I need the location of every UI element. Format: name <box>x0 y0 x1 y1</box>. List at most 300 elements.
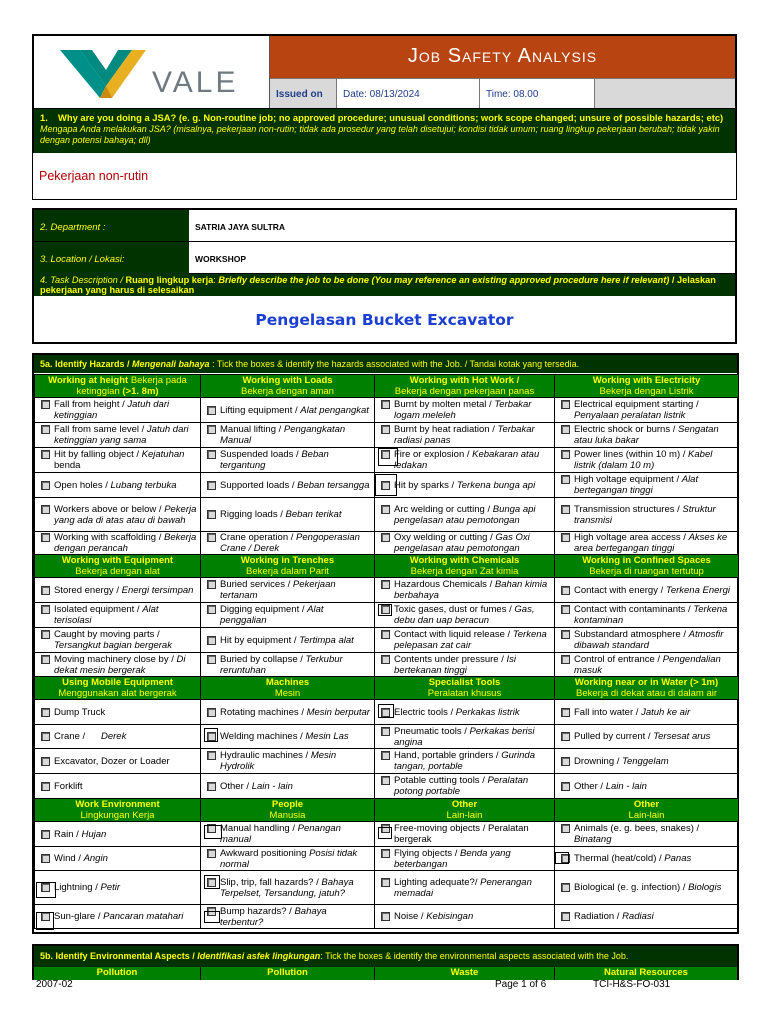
hazard-item <box>35 532 201 555</box>
hazard-item <box>35 749 201 774</box>
hazard-label-id: Terkena pelepasan zat cair <box>394 629 547 651</box>
hazard-label-en: Moving machinery close by / <box>54 653 177 665</box>
hazard-label-id: Beban tergantung <box>220 449 329 471</box>
hazard-checkbox[interactable] <box>207 782 216 791</box>
hazard-row <box>35 822 739 847</box>
hazard-category-title: Working with Equipment <box>61 555 174 566</box>
hazard-label-en: Hit by sparks / <box>394 479 457 491</box>
hazard-label-en: High voltage area access / <box>574 532 689 543</box>
hazard-item <box>555 700 739 725</box>
hazard-label-id: Bahaya terbentur? <box>220 905 327 928</box>
hazard-label <box>220 480 369 491</box>
hazard-label-en: Drowning / <box>574 755 623 767</box>
hazard-item <box>555 749 739 774</box>
hazard-checkbox[interactable] <box>561 732 570 741</box>
hazard-label <box>394 399 552 421</box>
hazard-label-en: Electrical equipment starting / <box>574 399 702 410</box>
hazard-label <box>394 449 552 471</box>
hazard-item <box>201 578 375 603</box>
hazard-checkbox[interactable] <box>207 636 216 645</box>
hazard-label-en: Fall into water / <box>574 706 642 718</box>
hazard-label-id: Benda yang beterbangan <box>394 847 511 870</box>
hazard-item <box>375 905 555 929</box>
issued-label: Issued on <box>270 78 336 108</box>
hazard-label <box>54 781 83 792</box>
department-field[interactable]: SATRIA JAYA SULTRA <box>189 210 735 242</box>
hazard-row <box>35 847 739 871</box>
hazard-checkbox[interactable] <box>381 481 390 490</box>
hazard-item <box>35 774 201 799</box>
hazard-checkbox[interactable] <box>207 450 216 459</box>
hazard-item <box>375 653 555 677</box>
hazard-label-id: Terkubur reruntuhan <box>220 653 343 676</box>
hazard-checkbox[interactable] <box>381 533 390 542</box>
hazard-item <box>375 423 555 448</box>
hazard-label-en: Stored energy / <box>54 584 122 596</box>
hazard-label-en: Other / <box>220 780 252 792</box>
jsa-header <box>32 34 737 153</box>
hazard-checkbox[interactable] <box>561 708 570 717</box>
hazard-label-id: Peralatan potong portable <box>394 775 529 797</box>
hazard-checkbox[interactable] <box>207 425 216 434</box>
hazard-label <box>574 707 690 718</box>
hazard-checkbox[interactable] <box>41 883 50 892</box>
hazard-checkbox[interactable] <box>561 630 570 639</box>
hazard-checkbox[interactable] <box>381 849 390 858</box>
hazard-label <box>394 877 552 899</box>
hazard-label-en: Noise / <box>394 911 427 922</box>
hazard-checkbox[interactable] <box>41 586 50 595</box>
hazard-label-id: Penerangan memadai <box>394 876 532 899</box>
hazard-label-en: Thermal (heat/cold) / <box>574 853 665 864</box>
hazard-label-id: Kebakaran atau ledakan <box>394 449 540 471</box>
hazard-checkbox[interactable] <box>561 400 570 409</box>
hazard-item <box>35 653 201 677</box>
hazard-checkbox[interactable] <box>381 824 390 833</box>
hazard-row <box>35 725 739 749</box>
hazard-checkbox[interactable] <box>381 708 390 717</box>
hazard-label <box>54 911 183 922</box>
hazard-label <box>220 731 349 742</box>
hazard-checkbox[interactable] <box>561 605 570 614</box>
hazard-checkbox[interactable] <box>381 400 390 409</box>
hazard-label-en: Other / <box>574 780 606 792</box>
page-title: Job Safety Analysis <box>270 36 735 78</box>
hazard-category-header <box>35 799 201 822</box>
hazard-label-id: Energi tersimpan <box>121 584 194 596</box>
hazard-category-title: Work Environment <box>75 799 160 810</box>
hazard-label-id: Alat bertegangan tinggi <box>574 474 699 496</box>
hazard-label-en: Transmission structures / <box>574 503 683 515</box>
hazard-label-id: Penyalaan peralatan listrik <box>574 410 686 421</box>
hazard-label <box>54 585 193 596</box>
hazard-category-subtitle: Bekerja dalam Parit <box>246 566 329 577</box>
hazard-label-en: Welding machines / <box>220 731 306 742</box>
env-col-pollution-2: Pollution <box>200 967 374 980</box>
hazard-label-en: Hand, portable grinders / <box>394 750 502 761</box>
hazard-item <box>375 603 555 628</box>
hazard-item <box>375 847 555 871</box>
hazard-checkbox[interactable] <box>561 475 570 484</box>
hazard-category-subtitle: Lingkungan Kerja <box>80 810 155 821</box>
footer-revision: 2007-02 <box>36 979 73 990</box>
question-1-translation: Mengapa Anda melakukan JSA? (misalnya, pekerjaan non-rutin; tidak ada prosedur yang telah disetujui; kondisi tidak umum; ruang lingkup pekerjaan berubah; tidak yakin dengan potensi bahaya; dll) <box>40 124 720 145</box>
hazard-checkbox[interactable] <box>561 883 570 892</box>
hazard-checkbox[interactable] <box>41 854 50 863</box>
hazard-checkbox[interactable] <box>41 708 50 717</box>
hazard-label-en: Rigging loads / <box>220 509 286 520</box>
hazard-checkbox[interactable] <box>41 757 50 766</box>
hazard-checkbox[interactable] <box>41 782 50 791</box>
hazard-label-id: Tersangkut bagian bergerak <box>54 640 172 651</box>
hazard-label <box>574 474 736 496</box>
hazard-checkbox[interactable] <box>381 580 390 589</box>
hazard-checkbox[interactable] <box>381 776 390 785</box>
hazard-category-header <box>35 555 201 578</box>
hazard-checkbox[interactable] <box>561 757 570 766</box>
hazard-label-en: Buried services / <box>220 579 293 590</box>
hazard-category-header <box>375 375 555 398</box>
hazard-item <box>375 628 555 653</box>
hazard-checkbox[interactable] <box>561 450 570 459</box>
hazard-label <box>220 707 370 718</box>
hazard-category-subtitle: Menggunakan alat bergerak <box>58 688 177 699</box>
hazard-label-en: Animals (e. g. bees, snakes) / <box>574 823 702 834</box>
hazard-label-id: Alat terisolasi <box>54 604 159 626</box>
hazard-category-title: Working near or in Water (> 1m) <box>574 677 719 688</box>
hazard-row <box>35 700 739 725</box>
hazard-row <box>35 398 739 423</box>
hazard-label <box>394 629 552 651</box>
hazard-checkbox[interactable] <box>41 912 50 921</box>
hazard-checkbox[interactable] <box>381 425 390 434</box>
hazard-label-id: Terbakar logam meleleh <box>394 399 532 421</box>
hazard-item <box>201 774 375 799</box>
hazard-checkbox[interactable] <box>381 505 390 514</box>
hazard-label-en: Manual lifting / <box>220 424 284 435</box>
hazard-row <box>35 498 739 532</box>
hazard-item <box>555 578 739 603</box>
hazard-label-en: Contact with energy / <box>574 584 666 596</box>
hazard-label <box>54 853 108 864</box>
hazard-item <box>555 448 739 473</box>
hazard-item <box>375 700 555 725</box>
hazard-item <box>555 847 739 871</box>
hazard-label <box>574 781 647 792</box>
hazard-label-en: Electric tools / <box>394 706 456 718</box>
hazard-label <box>54 707 105 718</box>
hazard-label <box>54 829 106 840</box>
hazards-table <box>34 374 739 929</box>
hazard-label <box>220 848 372 870</box>
hazard-label-en: Flying objects / <box>394 847 460 859</box>
hazard-label-id: Terkena bunga api <box>456 479 536 491</box>
hazard-checkbox[interactable] <box>41 605 50 614</box>
hazard-label-id: Di dekat mesin bergerak <box>54 653 186 676</box>
hazard-label <box>54 604 198 626</box>
hazard-checkbox[interactable] <box>41 830 50 839</box>
hazard-checkbox[interactable] <box>207 655 216 664</box>
hazard-label-id: Bekerja dengan perancah <box>54 532 197 554</box>
hazard-checkbox[interactable] <box>207 510 216 519</box>
hazard-category-header <box>201 375 375 398</box>
hazard-checkbox[interactable] <box>381 751 390 760</box>
hazard-label-id: Posisi tidak normal <box>220 847 358 870</box>
hazard-checkbox[interactable] <box>561 586 570 595</box>
hazard-item <box>35 822 201 847</box>
hazard-checkbox[interactable] <box>561 655 570 664</box>
hazard-label-id: Jatuh dari ketinggian yang sama <box>54 424 189 446</box>
environmental-header: 5b. Identify Environmental Aspects / Identifikasi asfek lingkungan: Tick the boxes & identify the environmental aspects associated with the Job. <box>34 946 737 967</box>
hazard-label-en: Bump hazards? / <box>220 905 295 917</box>
hazard-checkbox[interactable] <box>207 732 216 741</box>
hazard-label <box>574 399 736 421</box>
location-field[interactable]: WORKSHOP <box>189 242 735 274</box>
hazard-item <box>375 578 555 603</box>
hazard-checkbox[interactable] <box>561 425 570 434</box>
hazard-checkbox[interactable] <box>561 782 570 791</box>
hazard-checkbox[interactable] <box>41 425 50 434</box>
hazard-checkbox[interactable] <box>41 481 50 490</box>
hazard-item <box>555 628 739 653</box>
issued-time[interactable]: Time: 08.00 <box>479 78 594 108</box>
hazard-label-en: High voltage equipment / <box>574 474 682 485</box>
hazard-label-id: Lubang terbuka <box>110 479 177 491</box>
hazard-label-id: Pengendalian masuk <box>574 653 721 676</box>
hazard-category-header <box>555 799 739 822</box>
hazard-checkbox[interactable] <box>41 655 50 664</box>
hazard-label-id: Gurinda tangan, portable <box>394 750 536 772</box>
hazard-label-en: Substandard atmosphere / <box>574 629 689 640</box>
hazard-item <box>375 398 555 423</box>
hazard-checkbox[interactable] <box>207 708 216 717</box>
hazard-label-id: Mesin Hydrolik <box>220 750 337 772</box>
hazard-label <box>54 480 177 491</box>
hazard-checkbox[interactable] <box>41 533 50 542</box>
hazard-category-subtitle: Mesin <box>274 688 301 699</box>
hazard-category-title: Working with Electricity <box>592 375 701 386</box>
hazard-label-id: Jatuh dari ketinggian <box>54 399 170 421</box>
hazard-row <box>35 473 739 498</box>
hazard-item <box>555 905 739 929</box>
hazard-label-en: Crane / <box>54 731 101 742</box>
hazard-row <box>35 749 739 774</box>
hazard-checkbox[interactable] <box>207 751 216 760</box>
hazard-label-id: Pekerja yang ada di atas atau di bawah <box>54 503 197 526</box>
hazard-label-en: Rotating machines / <box>220 706 307 718</box>
hazard-row <box>35 578 739 603</box>
hazard-category-subtitle: Bekerja di dekat atau di dalam air <box>576 688 717 699</box>
hazard-category-title: Machines <box>265 677 310 688</box>
hazard-label-en: Slip, trip, fall hazards? / <box>220 876 322 888</box>
hazard-checkbox[interactable] <box>207 824 216 833</box>
hazard-row <box>35 871 739 905</box>
hazard-checkbox[interactable] <box>561 533 570 542</box>
hazard-label <box>220 405 369 416</box>
hazard-label-en: Control of entrance / <box>574 653 663 665</box>
hazard-row <box>35 532 739 555</box>
hazard-label <box>220 532 372 554</box>
hazard-checkbox[interactable] <box>207 907 216 916</box>
hazard-item <box>555 822 739 847</box>
hazard-checkbox[interactable] <box>207 481 216 490</box>
hazard-label-en: Caught by moving parts / <box>54 629 163 640</box>
hazard-item <box>201 423 375 448</box>
hazard-label <box>220 604 372 626</box>
hazard-label <box>220 877 372 899</box>
hazard-label-id: Tersesat arus <box>653 731 711 742</box>
hazard-checkbox[interactable] <box>41 450 50 459</box>
hazard-checkbox[interactable] <box>561 505 570 514</box>
hazard-item <box>35 578 201 603</box>
hazard-checkbox[interactable] <box>381 878 390 887</box>
question-1-number: 1. <box>40 112 48 123</box>
hazard-category-subtitle: Lain-lain <box>628 810 665 821</box>
hazard-label-en: Workers above or below / <box>54 503 165 515</box>
hazard-label-en: Electric shock or burns / <box>574 424 679 435</box>
issued-blank-cell[interactable] <box>594 78 735 108</box>
hazard-checkbox[interactable] <box>207 849 216 858</box>
footer-form-code: TCI-H&S-FO-031 <box>593 979 671 990</box>
hazard-label-id: Binatang <box>574 834 612 845</box>
hazard-label <box>54 756 170 767</box>
hazard-item <box>375 448 555 473</box>
hazard-label-en: Rain / <box>54 828 82 840</box>
env-col-pollution-1: Pollution <box>34 967 200 980</box>
hazard-item <box>35 628 201 653</box>
hazard-category-header <box>375 799 555 822</box>
hazard-label-id: Alat penggalian <box>220 604 324 626</box>
hazard-item <box>35 725 201 749</box>
hazard-checkbox[interactable] <box>381 605 390 614</box>
hazard-checkbox[interactable] <box>561 912 570 921</box>
hazard-checkbox[interactable] <box>207 605 216 614</box>
hazard-item <box>201 749 375 774</box>
hazard-checkbox[interactable] <box>207 406 216 415</box>
hazard-category-subtitle: Peralatan khusus <box>427 688 502 699</box>
hazard-category-subtitle: Bekerja dengan aman <box>241 386 334 397</box>
hazard-category-subtitle: Bekerja dengan Listrik <box>599 386 694 397</box>
hazard-row <box>35 774 739 799</box>
hazard-label-id: Angin <box>83 853 108 864</box>
hazard-item <box>201 448 375 473</box>
hazard-label-en: Lifting equipment / <box>220 404 301 416</box>
task-description-field[interactable]: Pengelasan Bucket Excavator <box>255 311 514 329</box>
hazard-checkbox[interactable] <box>381 450 390 459</box>
vale-logo-mark <box>34 36 270 108</box>
hazard-label <box>220 781 293 792</box>
hazard-label <box>54 882 120 893</box>
hazard-item <box>375 498 555 532</box>
hazard-label-en: Fire or explosion / <box>394 449 473 460</box>
hazard-label <box>220 750 372 772</box>
hazard-category-header <box>555 375 739 398</box>
hazard-label-id: Alat pengangkat <box>300 404 369 416</box>
hazard-label-id: Bunga api pengelasan atau pemotongan <box>394 503 536 526</box>
hazard-label <box>220 449 372 471</box>
hazard-checkbox[interactable] <box>41 505 50 514</box>
hazard-category-subtitle: Bekerja di ruangan tertutup <box>589 566 704 577</box>
hazard-checkbox[interactable] <box>561 824 570 833</box>
hazard-checkbox[interactable] <box>207 533 216 542</box>
hazard-item <box>555 774 739 799</box>
hazard-category-title: Working at height <box>48 375 129 386</box>
hazard-label-id: Beban tersangga <box>297 479 370 491</box>
hazard-label <box>394 424 552 446</box>
hazard-label-en: Isolated equipment / <box>54 604 143 615</box>
hazard-label-id: Panas <box>664 853 692 864</box>
answer-1-field[interactable]: Pekerjaan non-rutin <box>32 153 737 200</box>
hazard-checkbox[interactable] <box>41 732 50 741</box>
hazard-label <box>394 604 552 626</box>
hazard-item <box>201 498 375 532</box>
hazard-item <box>35 398 201 423</box>
hazard-label <box>394 726 552 748</box>
hazard-label-id: Isi bertekanan tinggi <box>394 653 516 676</box>
hazard-item <box>35 498 201 532</box>
hazard-category-title: Using Mobile Equipment <box>62 677 173 688</box>
hazard-item <box>201 700 375 725</box>
hazard-item <box>201 847 375 871</box>
hazard-category-header <box>375 677 555 700</box>
hazard-checkbox[interactable] <box>41 630 50 639</box>
hazard-label-id: Pancaran matahari <box>103 911 184 922</box>
hazard-checkbox[interactable] <box>561 854 570 863</box>
hazard-item <box>555 473 739 498</box>
hazard-label-en: Lighting adequate?/ <box>394 876 481 888</box>
hazard-checkbox[interactable] <box>381 630 390 639</box>
issued-date[interactable]: Date: 08/13/2024 <box>336 78 479 108</box>
hazard-checkbox[interactable] <box>41 400 50 409</box>
hazard-label <box>394 504 552 526</box>
hazards-section <box>32 353 739 934</box>
hazard-label <box>574 604 736 626</box>
location-label: 3. Location / Lokasi: <box>34 242 189 274</box>
hazard-item <box>201 905 375 929</box>
hazard-item <box>375 871 555 905</box>
hazard-checkbox[interactable] <box>207 878 216 887</box>
hazard-label-en: Contact with liquid release / <box>394 629 513 640</box>
hazard-label-en: Manual handling / <box>220 823 298 834</box>
hazard-item <box>201 822 375 847</box>
hazard-item <box>35 847 201 871</box>
hazard-checkbox[interactable] <box>207 580 216 589</box>
hazard-label <box>54 449 198 471</box>
hazard-label <box>220 579 372 601</box>
task-description-label: 4. Task Description / Ruang lingkup kerja: Briefly describe the job to be done (You may reference an existing approved procedure here if relevant) / Jelaskan pekerjaan yang harus di selesaikan <box>34 274 735 296</box>
hazard-category-subtitle: Lain-lain <box>446 810 483 821</box>
env-col-natural-resources: Natural Resources <box>554 967 737 980</box>
hazard-label-id: Beban terikat <box>285 509 342 520</box>
hazard-category-height-note: (>1. 8m) <box>122 386 159 397</box>
hazard-category-header <box>35 677 201 700</box>
hazard-item <box>201 628 375 653</box>
hazard-label-en: Hydraulic machines / <box>220 750 311 761</box>
hazard-checkbox[interactable] <box>381 912 390 921</box>
hazard-checkbox[interactable] <box>381 655 390 664</box>
hazard-checkbox[interactable] <box>381 727 390 736</box>
hazard-label-id: Kebisingan <box>426 911 474 922</box>
hazard-label-en: Buried by collapse / <box>220 653 306 665</box>
hazard-label <box>574 424 736 446</box>
hazard-label <box>574 654 736 676</box>
footer <box>0 978 768 994</box>
hazard-label <box>220 654 372 676</box>
hazard-item <box>375 749 555 774</box>
hazard-label-id: Tenggelam <box>622 755 669 767</box>
hazard-category-subtitle: Bekerja dengan Zat kimia <box>410 566 519 577</box>
hazard-label <box>574 449 736 471</box>
